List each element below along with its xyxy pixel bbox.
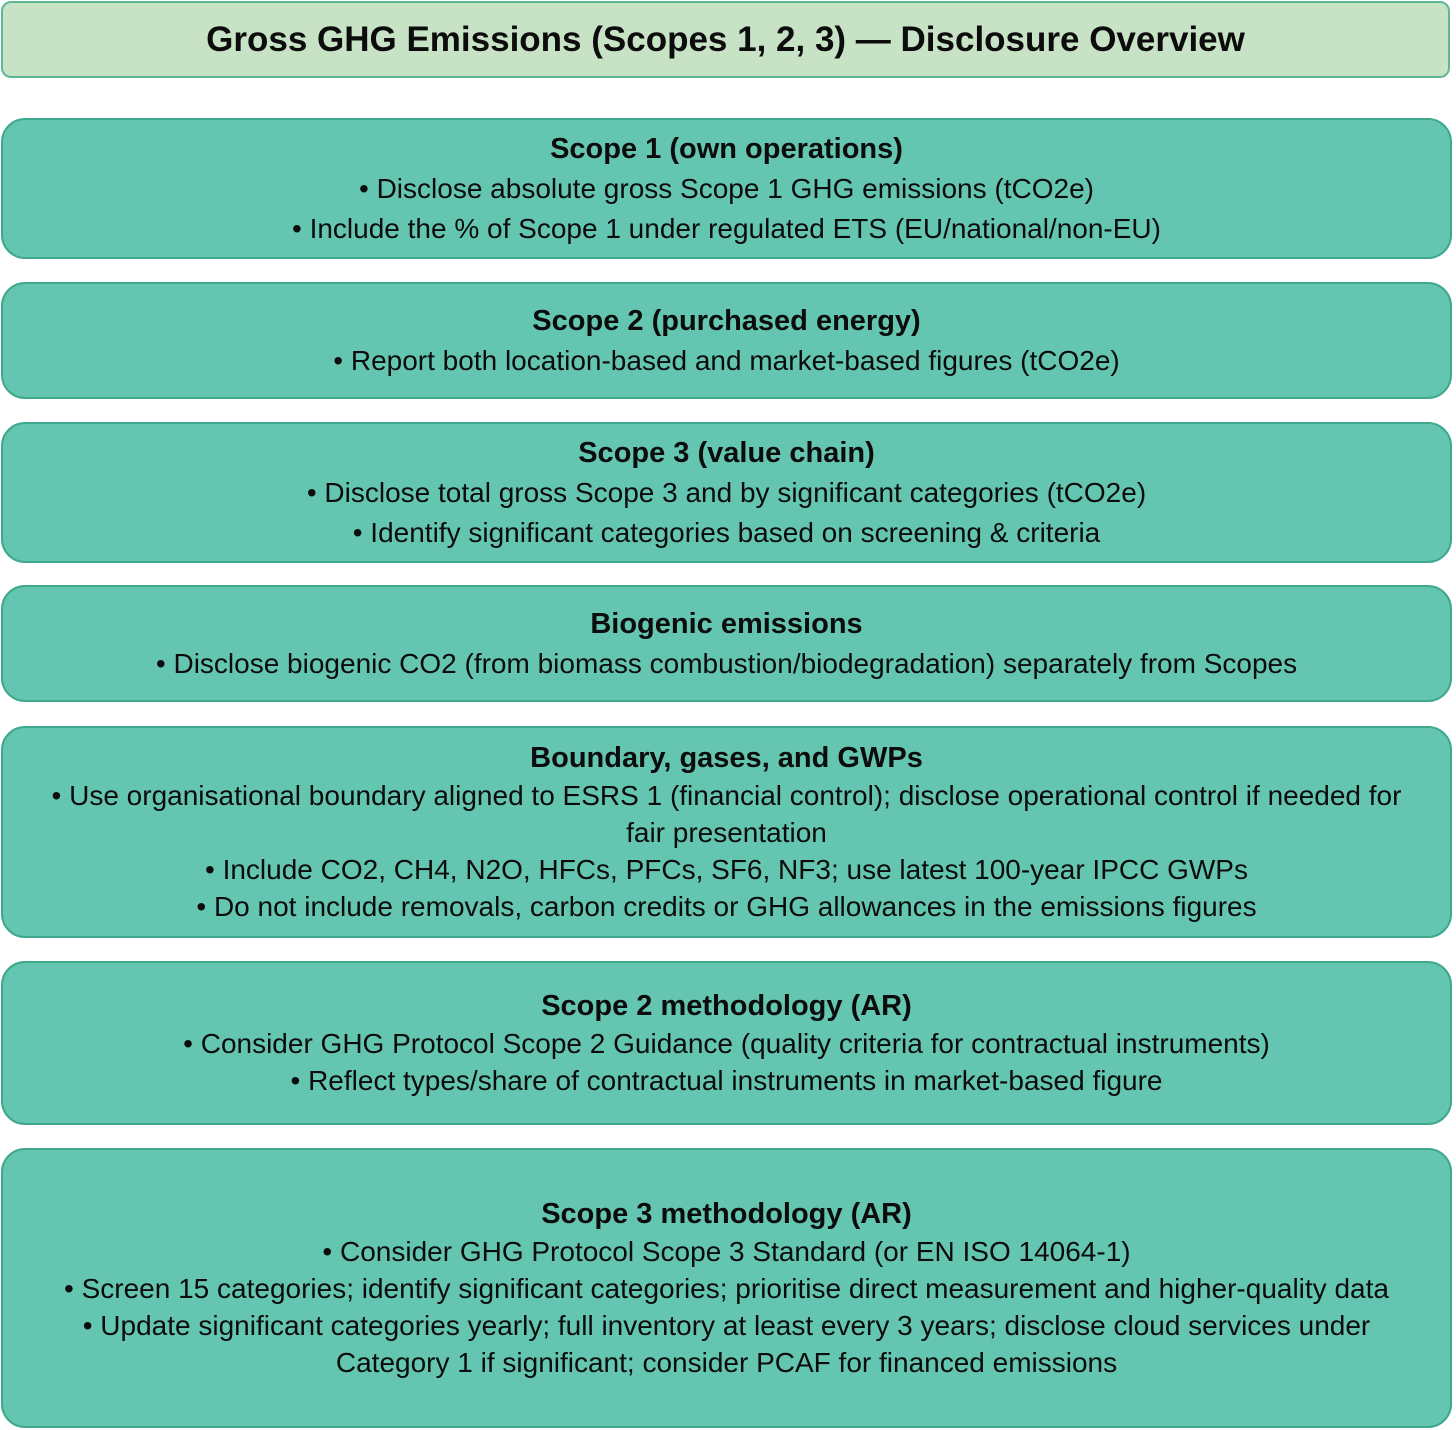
card-boundary-gases bbox=[1, 726, 1452, 938]
card-heading: Biogenic emissions bbox=[590, 607, 863, 640]
card-bullet: • Consider GHG Protocol Scope 2 Guidance (quality criteria for contractual instruments) bbox=[183, 1027, 1270, 1059]
card-bullet: • Include the % of Scope 1 under regulated ETS (EU/national/non-EU) bbox=[292, 212, 1161, 244]
card-scope-3 bbox=[1, 422, 1452, 563]
title-banner bbox=[1, 1, 1450, 78]
card-bullet: • Update significant categories yearly; full inventory at least every 3 years; disclose cloud services under Category 1 if significant; consider PCAF for financed emissions bbox=[82, 1309, 1371, 1378]
card-bullet: • Identify significant categories based on screening & criteria bbox=[352, 516, 1101, 548]
card-heading: Scope 3 (value chain) bbox=[578, 436, 875, 469]
card-scope-3-methodology bbox=[1, 1148, 1452, 1428]
card-bullet: • Use organisational boundary aligned to ESRS 1 (financial control); disclose operational control if needed for fair presentation bbox=[51, 779, 1402, 848]
card-heading: Scope 2 (purchased energy) bbox=[532, 304, 921, 337]
card-scope-2-methodology bbox=[1, 961, 1452, 1125]
card-bullet: • Consider GHG Protocol Scope 3 Standard (or EN ISO 14064-1) bbox=[322, 1235, 1131, 1267]
card-bullet: • Include CO2, CH4, N2O, HFCs, PFCs, SF6, NF3; use latest 100-year IPCC GWPs bbox=[205, 853, 1248, 885]
card-bullet: • Report both location-based and market-based figures (tCO2e) bbox=[333, 344, 1120, 376]
card-scope-1 bbox=[1, 118, 1452, 259]
card-biogenic bbox=[1, 585, 1452, 702]
card-bullet: • Disclose biogenic CO2 (from biomass combustion/biodegradation) separately from Scopes bbox=[155, 647, 1298, 679]
card-scope-2 bbox=[1, 282, 1452, 399]
card-heading: Scope 1 (own operations) bbox=[550, 132, 903, 165]
page-title: Gross GHG Emissions (Scopes 1, 2, 3) — Disclosure Overview bbox=[206, 19, 1245, 59]
card-heading: Boundary, gases, and GWPs bbox=[530, 741, 923, 774]
card-bullet: • Do not include removals, carbon credits or GHG allowances in the emissions figures bbox=[196, 890, 1257, 922]
card-heading: Scope 2 methodology (AR) bbox=[541, 989, 912, 1022]
card-bullet: • Disclose absolute gross Scope 1 GHG emissions (tCO2e) bbox=[359, 172, 1094, 204]
card-bullet: • Disclose total gross Scope 3 and by significant categories (tCO2e) bbox=[306, 476, 1147, 508]
card-bullet: • Screen 15 categories; identify significant categories; prioritise direct measurement and higher-quality data bbox=[64, 1272, 1389, 1304]
card-heading: Scope 3 methodology (AR) bbox=[541, 1197, 912, 1230]
card-bullet: • Reflect types/share of contractual instruments in market-based figure bbox=[290, 1064, 1163, 1096]
